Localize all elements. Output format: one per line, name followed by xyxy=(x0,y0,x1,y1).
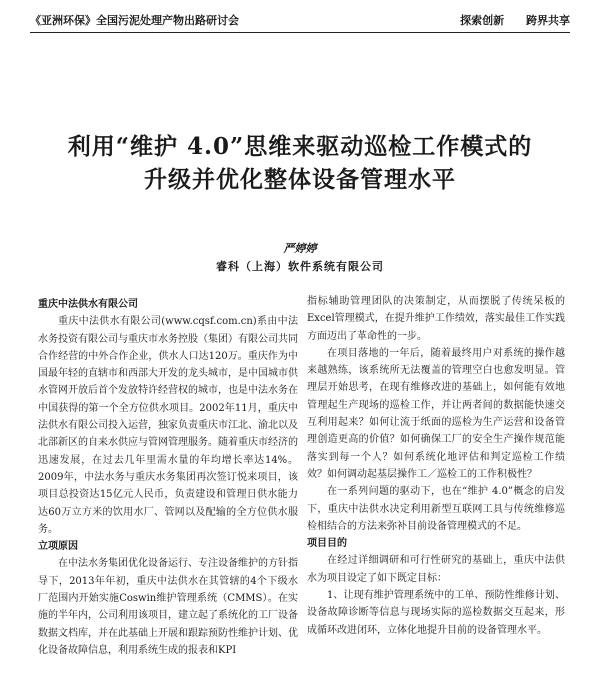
slogan-2: 跨界共享 xyxy=(526,14,570,27)
journal-name: 《亚洲环保》全国污泥处理产物出路研讨会 xyxy=(30,14,239,27)
paragraph: 在一系列问题的驱动下，也在“维护 4.0”概念的启发下，重庆中法供水决定利用新型互联网工具与传统维修巡检相结合的方法来弥补目前设备管理模式的不足。 xyxy=(307,486,565,532)
left-column xyxy=(38,296,298,659)
paragraph: 在中法水务集团优化设备运行、专注设备维护的方针指导下，2013年年初，重庆中法供水在其管辖的4个下级水厂范围内开始实施Coswin维护管理系统（CMMS）。在实施的半年内，公司利用该项目，建立起了系统化的工厂设备数据文档库，并在此基础上开展和跟踪预防性维护计划、优化设备故障信息，利用系统生成的报表和KPI xyxy=(38,558,298,656)
right-column xyxy=(307,293,565,639)
paragraph: 重庆中法供水有限公司(www.cqsf.com.cn)系由中法水务投资有限公司与重庆市水务控股（集团）有限公司共同合作经营的中外合作企业，供水人口达120万。重庆作为中国最年轻的直辖市和西部大开发的龙头城市，是中国城市供水管网开放后首个发放特许经营权的城市，也是中法水务在中国获得的第一个全方位供水项目。2002年11月，重庆中法供水有限公司投入运营，独家负责重庆市江北、渝北以及北部新区的自来水供应与管网管理服务。随着重庆市经济的迅速发展，在过去几年里需水量的年均增长率达14%。2009年，中法水务与重庆水务集团再次签订悦来项目，该项目总投资达15亿元人民币，负责建设和管理日供水能力达60万立方米的饮用水厂、管网以及配输的全方位供水服务。 xyxy=(38,316,298,535)
section-heading-purpose: 项目目的 xyxy=(307,538,347,550)
article-title xyxy=(20,130,580,196)
header-slogans xyxy=(442,12,570,28)
title-line-2: 升级并优化整体设备管理水平 xyxy=(144,166,456,193)
author: 严婷婷 xyxy=(283,242,317,255)
paragraph: 在经过详细调研和可行性研究的基础上，重庆中法供水为项目设定了如下既定目标： xyxy=(307,555,565,584)
paragraph: 指标辅助管理团队的决策制定，从而摆脱了传统呆板的Excel管理模式，在提升维护工作绩效，落实最佳工作实践方面迈出了革命性的一步。 xyxy=(307,296,565,342)
affiliation: 睿科（上海）软件系统有限公司 xyxy=(216,260,384,273)
page-header xyxy=(30,8,570,33)
section-heading-company: 重庆中法供水有限公司 xyxy=(38,299,138,310)
paragraph: 1、让现有维护管理系统中的工单、预防性维修计划、设备故障诊断等信息与现场实际的巡检数据交互起来，形成循环改进闭环，立体化地提升目前的设备管理水平。 xyxy=(307,590,565,636)
section-heading-reason: 立项原因 xyxy=(38,541,78,553)
slogan-1: 探索创新 xyxy=(460,14,505,27)
title-line-1: 利用“维护 4.0”思维来驱动巡检工作模式的 xyxy=(67,133,533,160)
paragraph: 在项目落地的一年后，随着最终用户对系统的操作越来越熟练，该系统所无法覆盖的管理空白也愈发明显。管理层开始思考，在现有维修改进的基础上，如何能有效地管理起生产现场的巡检工作，并让两者间的数据能快速交互利用起来？如何让流于纸面的巡检为生产运营和设备管理创造更高的价值？如何确保工厂的安全生产操作规范能落实到每一个人？如何系统化地评估和判定巡检工作绩效？如何调动起基层操作工／巡检工的工作积极性？ xyxy=(307,347,565,480)
